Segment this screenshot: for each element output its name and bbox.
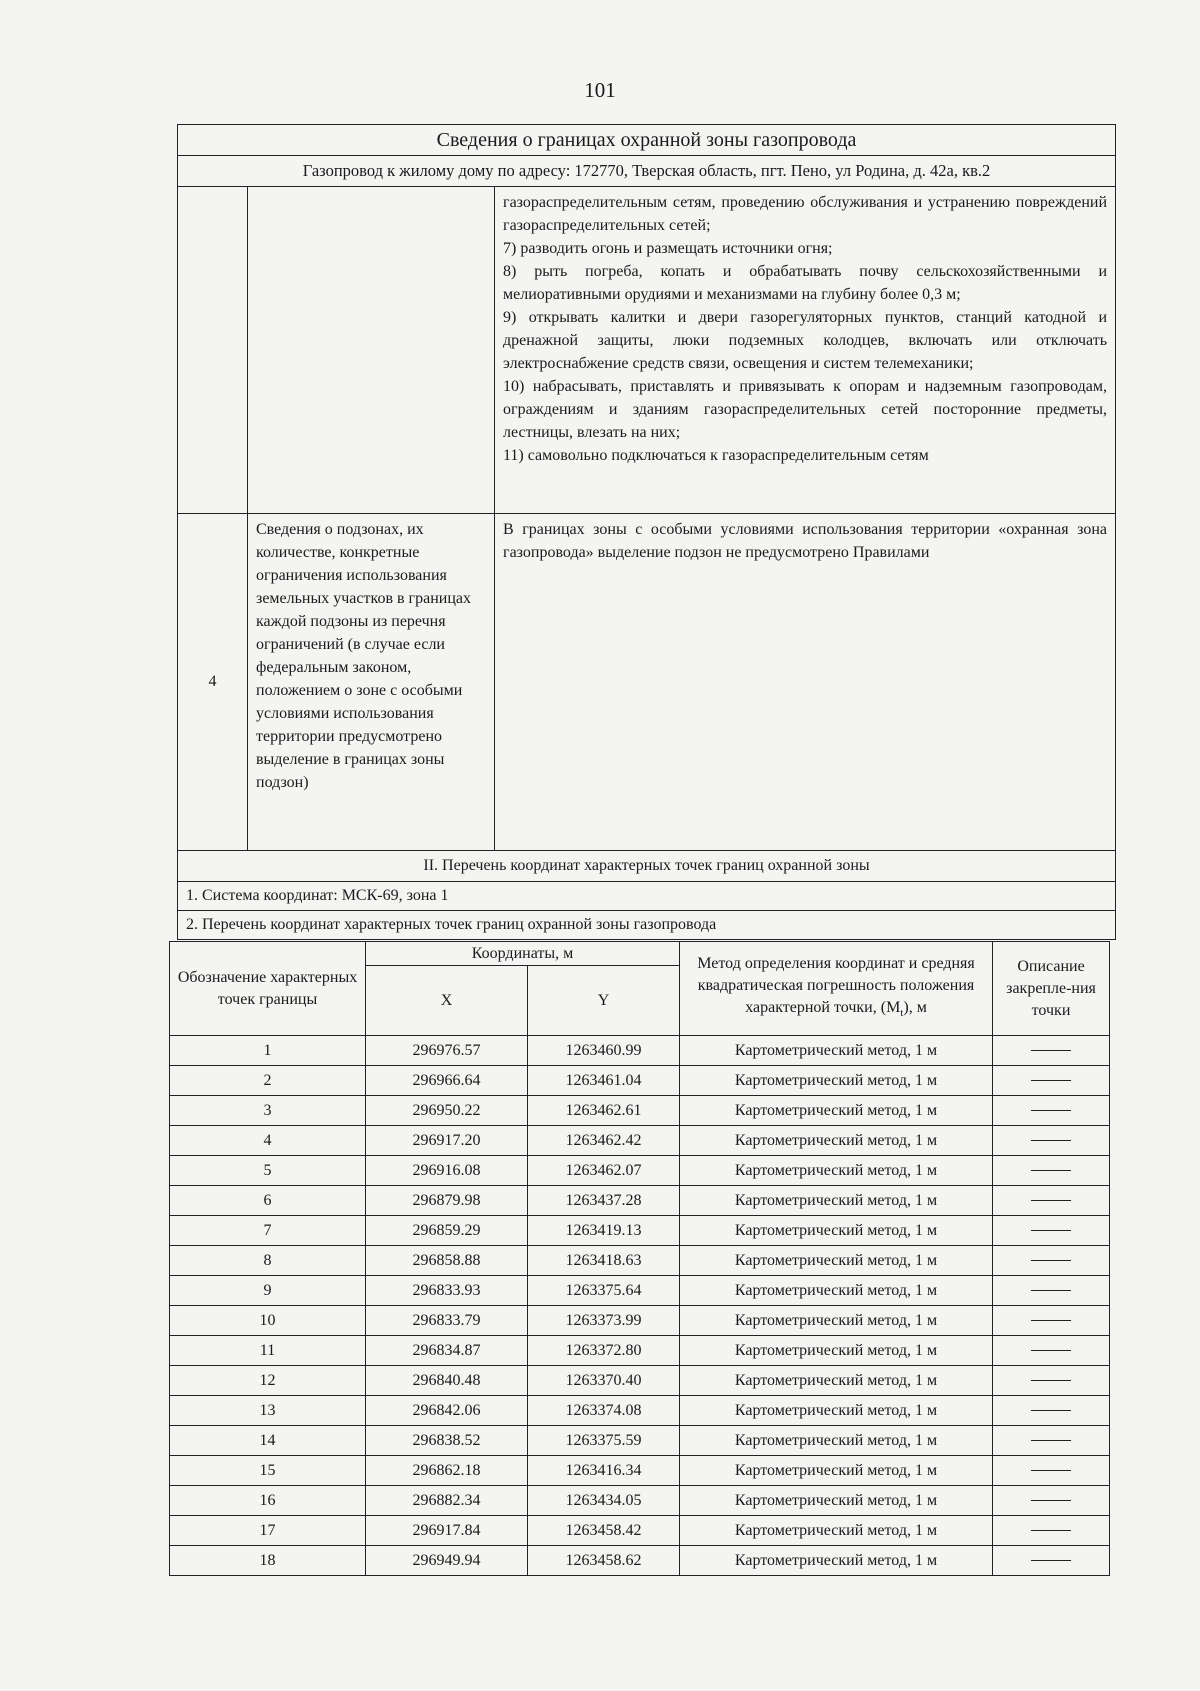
point-number: 18 [170,1546,366,1576]
dash-mark [1031,1440,1071,1441]
section-2-title: II. Перечень координат характерных точек границ охранной зоны [178,851,1116,882]
coord-y: 1263434.05 [528,1486,680,1516]
method: Картометрический метод, 1 м [680,1336,993,1366]
description [993,1486,1110,1516]
page-number: 101 [584,78,616,102]
coord-y: 1263372.80 [528,1336,680,1366]
subtitle-row [178,156,1116,187]
zone-info-table [177,124,1116,940]
description [993,1036,1110,1066]
coord-y: 1263458.62 [528,1546,680,1576]
coordinates-list-title: 2. Перечень координат характерных точек границ охранной зоны газопровода [178,911,1116,940]
coord-x: 296966.64 [366,1066,528,1096]
coord-x: 296838.52 [366,1426,528,1456]
coordinates-table [169,941,1110,1576]
dash-mark [1031,1110,1071,1111]
coord-x: 296862.18 [366,1456,528,1486]
section-title-row [178,851,1116,882]
table-row [170,1306,1110,1336]
table-row [170,1456,1110,1486]
dash-mark [1031,1470,1071,1471]
coord-x: 296834.87 [366,1336,528,1366]
coord-x: 296949.94 [366,1546,528,1576]
point-number: 1 [170,1036,366,1066]
description [993,1366,1110,1396]
description [993,1246,1110,1276]
coord-x: 296879.98 [366,1186,528,1216]
coord-y: 1263373.99 [528,1306,680,1336]
table-row [170,1246,1110,1276]
point-number: 13 [170,1396,366,1426]
table-row [170,1036,1110,1066]
empty-number-cell [178,187,248,514]
table-row [170,1276,1110,1306]
point-number: 5 [170,1156,366,1186]
description [993,1426,1110,1456]
table-row [170,1066,1110,1096]
point-number: 3 [170,1096,366,1126]
gas-pipeline-address: Газопровод к жилому дому по адресу: 172770, Тверская область, пгт. Пено, ул Родина, д. 42а, кв.2 [178,156,1116,187]
row-number: 4 [178,514,248,851]
point-number: 11 [170,1336,366,1366]
description [993,1546,1110,1576]
dash-mark [1031,1500,1071,1501]
method: Картометрический метод, 1 м [680,1216,993,1246]
description [993,1456,1110,1486]
method: Картометрический метод, 1 м [680,1246,993,1276]
dash-mark [1031,1320,1071,1321]
point-number: 17 [170,1516,366,1546]
point-number: 2 [170,1066,366,1096]
table-row [170,1366,1110,1396]
coord-x: 296842.06 [366,1396,528,1426]
restriction-line: газораспределительным сетям, проведению обслуживания и устранению повреждений газораспределительных сетей; [503,194,1108,234]
subzones-label: Сведения о подзонах, их количестве, конкретные ограничения использования земельных участков в границах каждой подзоны из перечня ограничений (в случае если федеральным законом, положением о зоне с особыми условиями использования территории предусмотрено выделение в границах зоны подзон) [248,514,495,851]
col-x-header: X [366,966,528,1036]
coord-y: 1263461.04 [528,1066,680,1096]
table-row [170,1546,1110,1576]
table-row [170,1336,1110,1366]
method: Картометрический метод, 1 м [680,1426,993,1456]
point-number: 7 [170,1216,366,1246]
coord-y: 1263462.07 [528,1156,680,1186]
coord-y: 1263374.08 [528,1396,680,1426]
description [993,1066,1110,1096]
method: Картометрический метод, 1 м [680,1456,993,1486]
coord-y: 1263375.64 [528,1276,680,1306]
coord-x: 296858.88 [366,1246,528,1276]
dash-mark [1031,1230,1071,1231]
table-row [170,1516,1110,1546]
description [993,1186,1110,1216]
coord-y: 1263458.42 [528,1516,680,1546]
dash-mark [1031,1080,1071,1081]
restrictions-list [495,187,1116,514]
method: Картометрический метод, 1 м [680,1186,993,1216]
col-y-header: Y [528,966,680,1036]
method: Картометрический метод, 1 м [680,1396,993,1426]
restrictions-continuation-row [178,187,1116,514]
description [993,1216,1110,1246]
dash-mark [1031,1260,1071,1261]
coord-x: 296882.34 [366,1486,528,1516]
col-method-header: Метод определения координат и средняя квадратическая погрешность положения характерной точки, $(M_t)$, м [680,942,993,1036]
coord-y: 1263370.40 [528,1366,680,1396]
dash-mark [1031,1140,1071,1141]
table-row [170,1126,1110,1156]
coord-x: 296916.08 [366,1156,528,1186]
point-number: 15 [170,1456,366,1486]
document-title: Сведения о границах охранной зоны газопровода [178,125,1116,156]
coord-x: 296859.29 [366,1216,528,1246]
coord-y: 1263437.28 [528,1186,680,1216]
coord-system-row [178,882,1116,911]
method: Картометрический метод, 1 м [680,1546,993,1576]
coord-y: 1263419.13 [528,1216,680,1246]
table-row [170,1096,1110,1126]
dash-mark [1031,1380,1071,1381]
table-row [170,1426,1110,1456]
dash-mark [1031,1560,1071,1561]
subzones-row [178,514,1116,851]
dash-mark [1031,1050,1071,1051]
coord-y: 1263460.99 [528,1036,680,1066]
method: Картометрический метод, 1 м [680,1066,993,1096]
point-number: 6 [170,1186,366,1216]
description [993,1276,1110,1306]
method: Картометрический метод, 1 м [680,1516,993,1546]
point-number: 14 [170,1426,366,1456]
list-title-row [178,911,1116,940]
description [993,1156,1110,1186]
description [993,1096,1110,1126]
col-description-header: Описание закрепле-ния точки [993,942,1110,1036]
restriction-line: 10) набрасывать, приставлять и привязывать к опорам и надземным газопроводам, ограждениям и зданиям газораспределительных сетей посторонние предметы, лестницы, влезать на них; [503,378,1108,441]
header-row [170,942,1110,966]
dash-mark [1031,1350,1071,1351]
description [993,1396,1110,1426]
title-row [178,125,1116,156]
description [993,1516,1110,1546]
dash-mark [1031,1200,1071,1201]
dash-mark [1031,1530,1071,1531]
coord-x: 296950.22 [366,1096,528,1126]
method: Картометрический метод, 1 м [680,1366,993,1396]
coord-y: 1263462.42 [528,1126,680,1156]
method: Картометрический метод, 1 м [680,1276,993,1306]
method: Картометрический метод, 1 м [680,1306,993,1336]
point-number: 12 [170,1366,366,1396]
method: Картометрический метод, 1 м [680,1036,993,1066]
point-number: 8 [170,1246,366,1276]
coord-y: 1263418.63 [528,1246,680,1276]
coord-y: 1263462.61 [528,1096,680,1126]
dash-mark [1031,1290,1071,1291]
table-row [170,1156,1110,1186]
coord-y: 1263416.34 [528,1456,680,1486]
restriction-line: 7) разводить огонь и размещать источники огня; [503,240,833,257]
col-coordinates-header: Координаты, м [366,942,680,966]
table-row [170,1396,1110,1426]
coord-x: 296840.48 [366,1366,528,1396]
method: Картометрический метод, 1 м [680,1126,993,1156]
description [993,1306,1110,1336]
restriction-line: 9) открывать калитки и двери газорегуляторных пунктов, станций катодной и дренажной защиты, люки подземных колодцев, включать или отключать электроснабжение средств связи, освещения и систем телемеханики; [503,309,1108,372]
coord-x: 296833.79 [366,1306,528,1336]
description [993,1336,1110,1366]
coord-x: 296917.20 [366,1126,528,1156]
method: Картометрический метод, 1 м [680,1156,993,1186]
coord-y: 1263375.59 [528,1426,680,1456]
method: Картометрический метод, 1 м [680,1486,993,1516]
point-number: 10 [170,1306,366,1336]
point-number: 4 [170,1126,366,1156]
subzones-value: В границах зоны с особыми условиями использования территории «охранная зона газопровода» выделение подзон не предусмотрено Правилами [495,514,1116,851]
restriction-line: 11) самовольно подключаться к газораспределительным сетям [503,447,929,464]
method: Картометрический метод, 1 м [680,1096,993,1126]
table-row [170,1186,1110,1216]
point-number: 16 [170,1486,366,1516]
coord-x: 296917.84 [366,1516,528,1546]
coord-x: 296833.93 [366,1276,528,1306]
table-row [170,1216,1110,1246]
coord-x: 296976.57 [366,1036,528,1066]
empty-label-cell [248,187,495,514]
dash-mark [1031,1410,1071,1411]
col-designation-header: Обозначение характерных точек границы [170,942,366,1036]
dash-mark [1031,1170,1071,1171]
table-row [170,1486,1110,1516]
restriction-line: 8) рыть погреба, копать и обрабатывать почву сельскохозяйственными и мелиоративными орудиями и механизмами на глубину более 0,3 м; [503,263,1108,303]
description [993,1126,1110,1156]
coordinate-system: 1. Система координат: МСК-69, зона 1 [178,882,1116,911]
point-number: 9 [170,1276,366,1306]
